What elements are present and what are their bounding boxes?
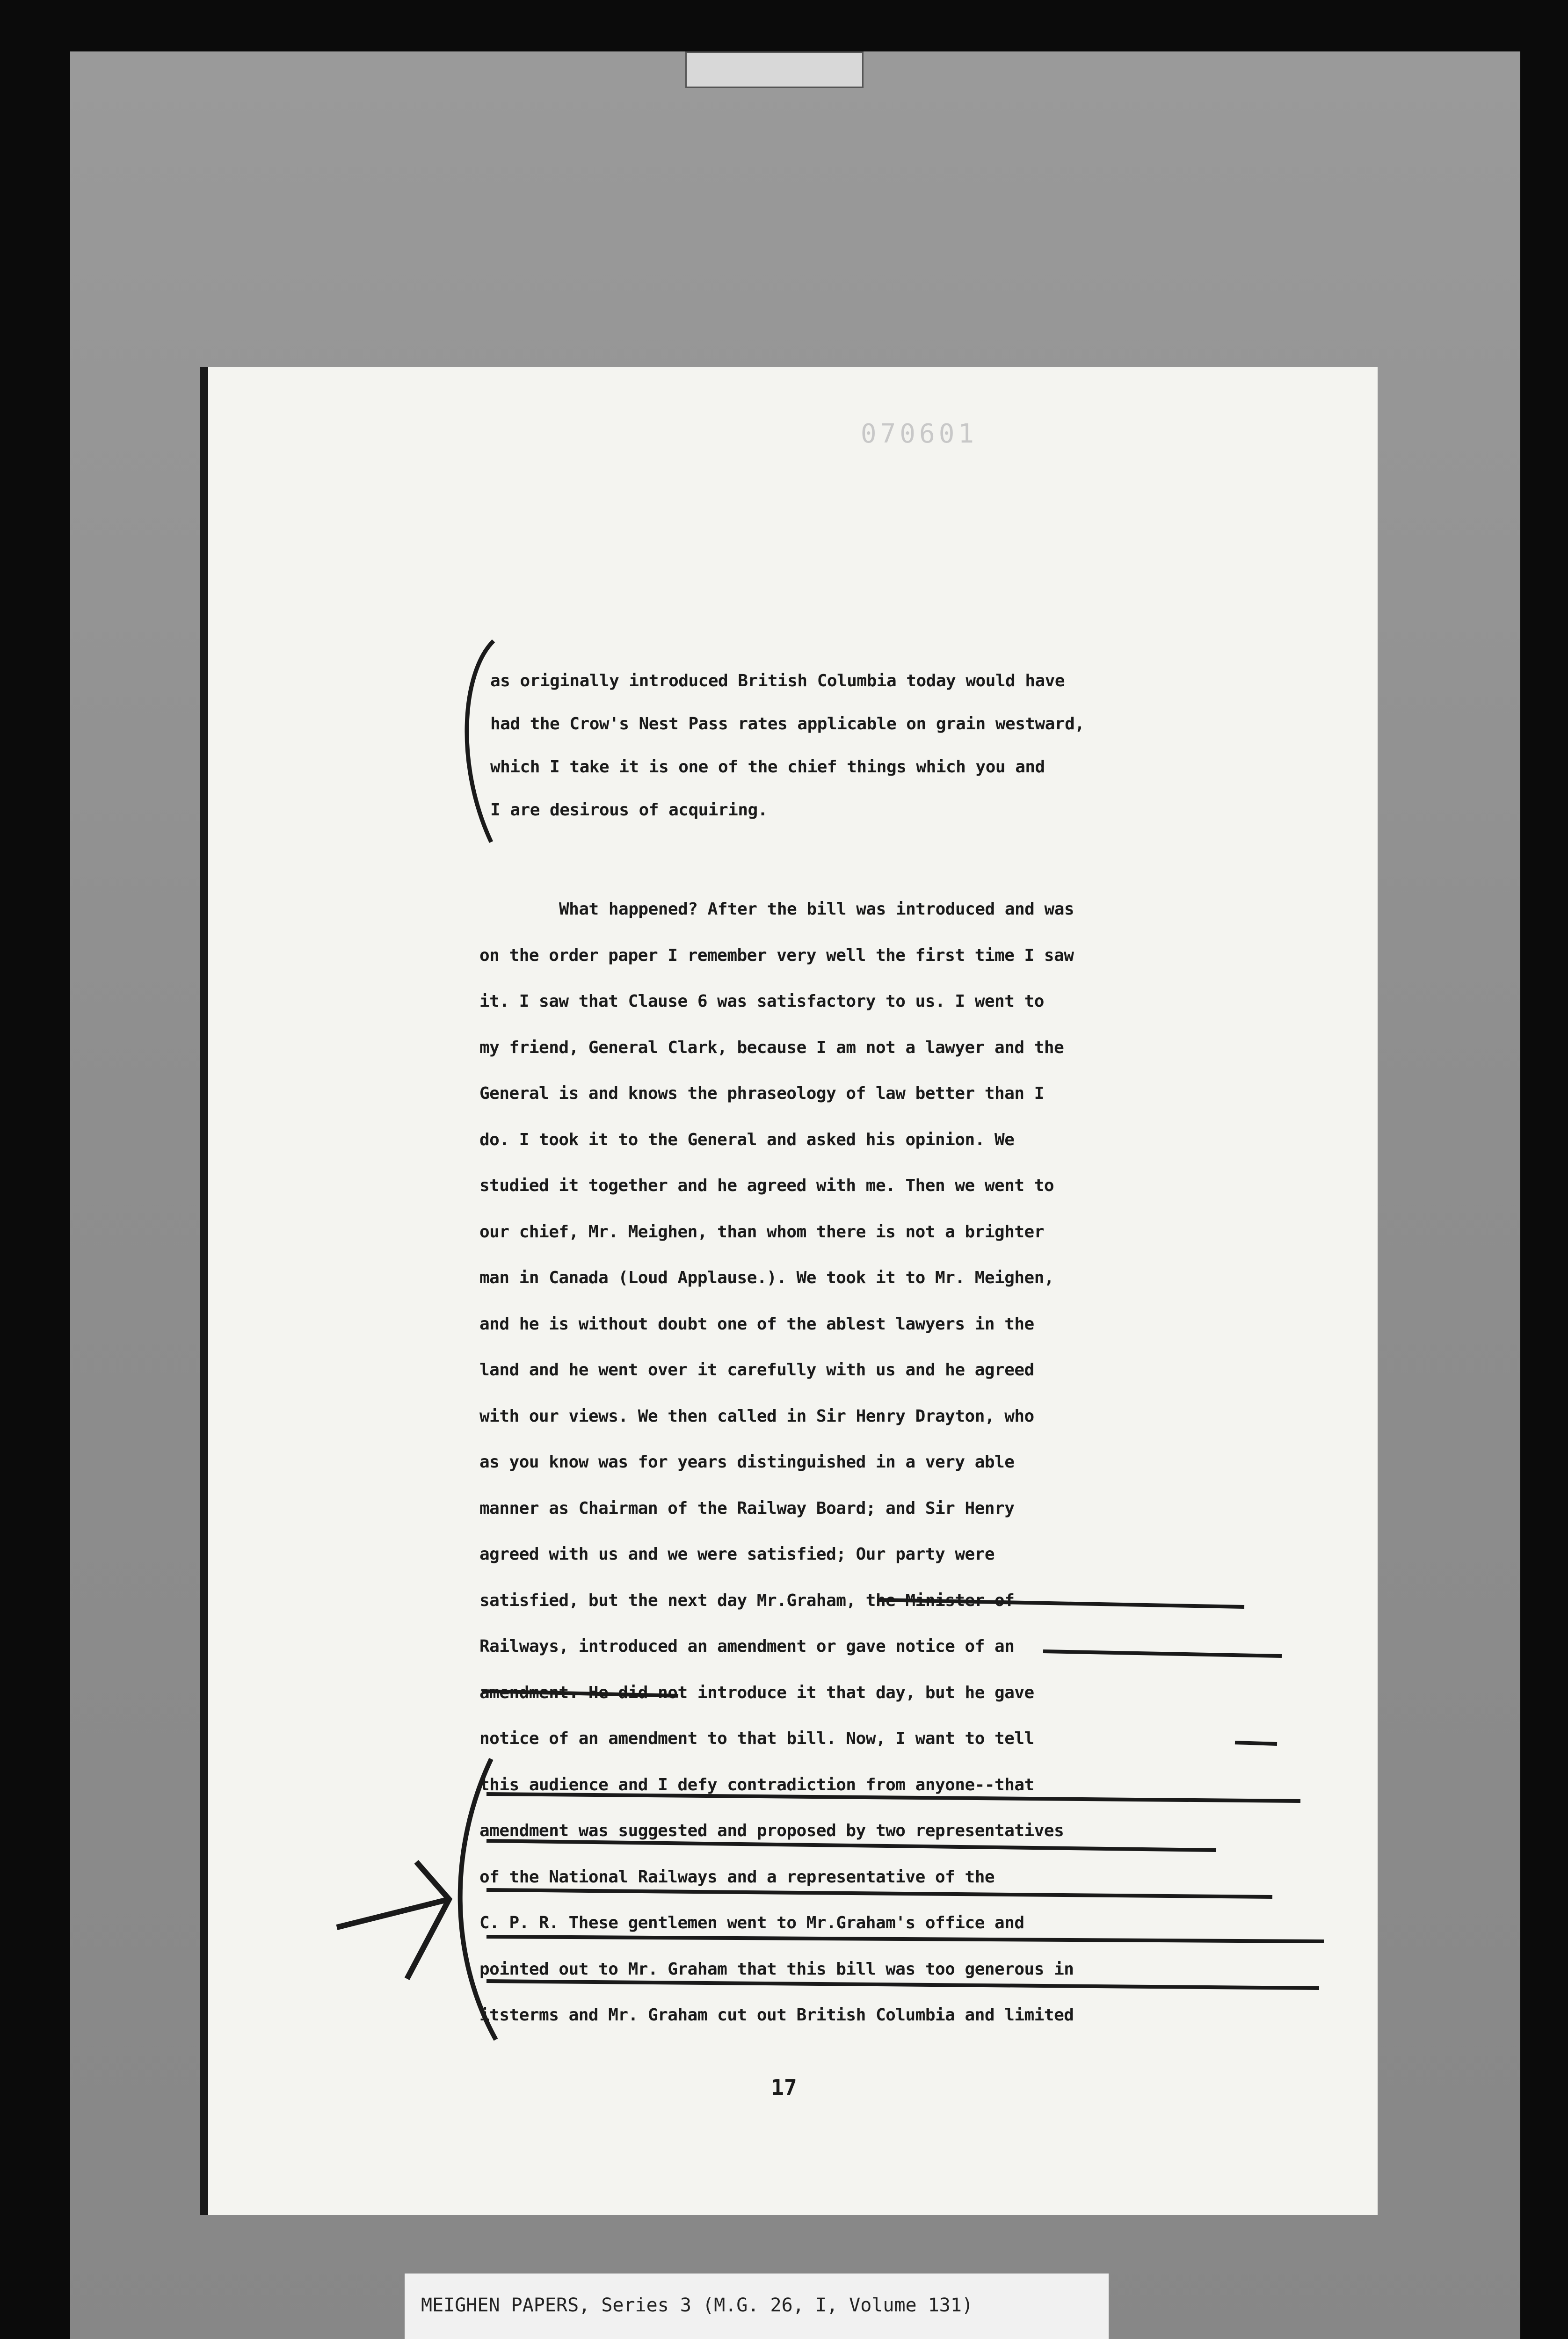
- film-tab: [685, 51, 864, 88]
- text-line: do. I took it to the General and asked his opinion. We: [479, 1130, 1015, 1149]
- text-line: C. P. R. These gentlemen went to Mr.Graham's office and: [479, 1913, 1024, 1932]
- text-line: of the National Railways and a representative of the: [479, 1867, 995, 1887]
- paragraph-what-happened: [479, 886, 1555, 2039]
- text-line: agreed with us and we were satisfied; Our party were: [479, 1545, 995, 1564]
- text-line: on the order paper I remember very well the first time I saw: [479, 945, 1074, 965]
- text-line: What happened? After the bill was introduced and was: [559, 900, 1074, 919]
- collection-label: MEIGHEN PAPERS, Series 3 (M.G. 26, I, Volume 131): [421, 2295, 973, 2316]
- text-line: pointed out to Mr. Graham that this bill was too generous in: [479, 1959, 1074, 1979]
- page-stamp-number: 070601: [860, 419, 978, 449]
- text-line: which I take it is one of the chief things which you and: [490, 757, 1045, 777]
- text-line: it. I saw that Clause 6 was satisfactory to us. I went to: [479, 992, 1044, 1011]
- text-line: as originally introduced British Columbia today would have: [490, 671, 1065, 690]
- text-line: as you know was for years distinguished in a very able: [479, 1453, 1015, 1472]
- text-line: had the Crow's Nest Pass rates applicable on grain westward,: [490, 714, 1085, 734]
- text-line: and he is without doubt one of the ablest lawyers in the: [479, 1314, 1034, 1334]
- text-line: our chief, Mr. Meighen, than whom there is not a brighter: [479, 1222, 1044, 1242]
- text-line: I are desirous of acquiring.: [490, 800, 768, 820]
- page-number: 17: [771, 2075, 797, 2100]
- text-line: General is and knows the phraseology of law better than I: [479, 1084, 1044, 1103]
- paragraph-continued: [490, 660, 1566, 832]
- text-line: this audience and I defy contradiction from anyone--that: [479, 1775, 1034, 1794]
- text-line: with our views. We then called in Sir Henry Drayton, who: [479, 1406, 1034, 1426]
- text-line: manner as Chairman of the Railway Board; and Sir Henry: [479, 1498, 1015, 1518]
- text-line: man in Canada (Loud Applause.). We took it to Mr. Meighen,: [479, 1268, 1054, 1287]
- text-line: land and he went over it carefully with us and he agreed: [479, 1360, 1034, 1380]
- text-line: amendment was suggested and proposed by two representatives: [479, 1821, 1064, 1840]
- text-line: studied it together and he agreed with me. Then we went to: [479, 1176, 1054, 1195]
- text-line: satisfied, but the next day Mr.Graham, the Minister of: [479, 1591, 1015, 1610]
- text-line: Railways, introduced an amendment or gave notice of an: [479, 1637, 1015, 1656]
- text-line: itsterms and Mr. Graham cut out British Columbia and limited: [479, 2005, 1074, 2025]
- text-line: amendment. He did not introduce it that day, but he gave: [479, 1683, 1034, 1702]
- text-line: my friend, General Clark, because I am not a lawyer and the: [479, 1038, 1064, 1057]
- text-line: notice of an amendment to that bill. Now, I want to tell: [479, 1729, 1034, 1748]
